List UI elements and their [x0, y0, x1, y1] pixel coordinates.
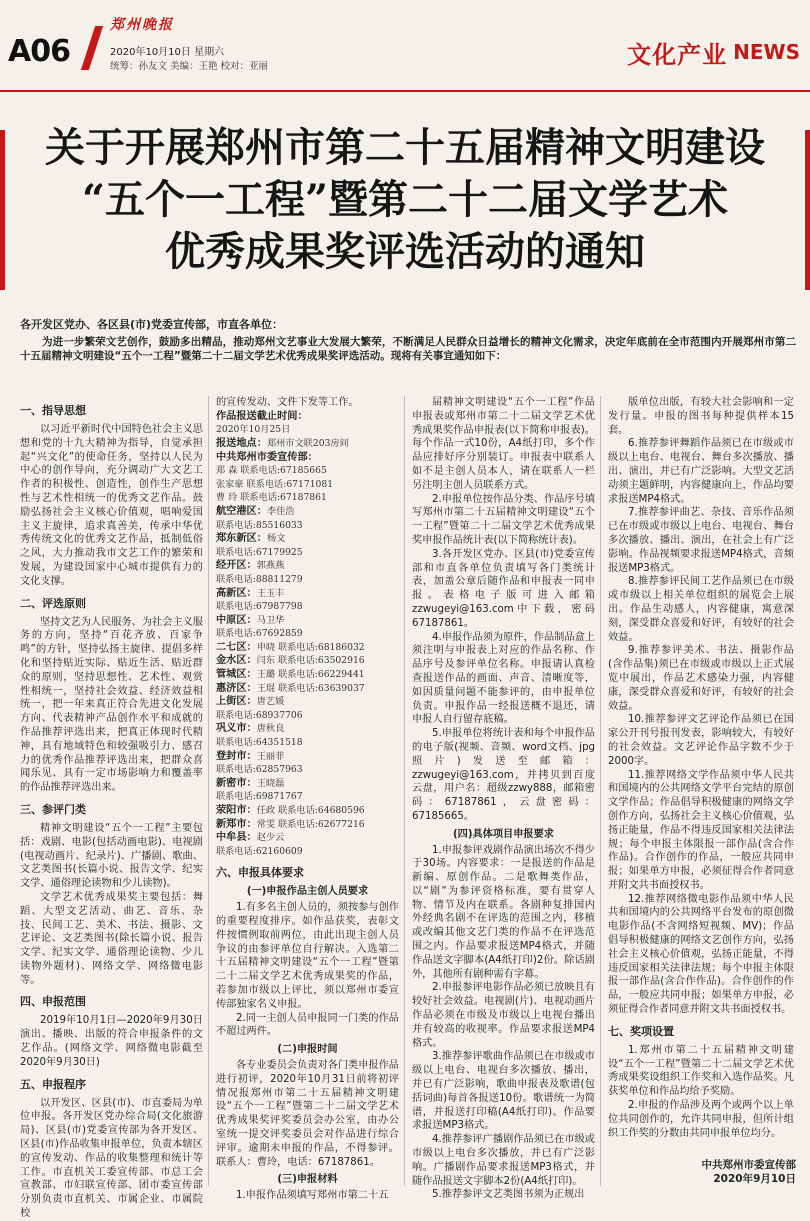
page-number: A06 [8, 34, 70, 69]
contact-value: 赵少云 [256, 832, 285, 844]
paragraph: 1.申报作品须填写郑州市第二十五 [236, 1190, 389, 1202]
contact-row [216, 491, 399, 505]
contact-label: 巩义市： [216, 723, 257, 735]
section-heading: 一、指导思想 [20, 404, 86, 417]
contact-row [216, 682, 399, 696]
contact-value: 联系电话:85516033 [216, 519, 303, 531]
paragraph: 1.申报参评戏剧作品演出场次不得少于30场。内容要求：一是报送的作品是新编、原创作品。二是歌舞类作品，以“剧”为参评资格标准，要有贯穿人物、情节及内在联系。各剧种复排国内外经典名剧不在评选的范围之内，移植或改编其他文艺门类的作品不在评选范围之内。作品要求报送MP4格式，并随作品送文字脚本(A4纸打印)2份。除话剧外，其他所有剧种需有字幕。 [412, 844, 595, 980]
contact-value: 杨文 [266, 533, 286, 545]
contact-value: 联系电话:64351518 [216, 737, 303, 749]
contact-row [216, 532, 399, 546]
article-body [20, 396, 796, 1220]
subsection-heading: (三)申报材料 [277, 1174, 338, 1186]
signature-block [702, 1158, 797, 1186]
contact-row [216, 546, 399, 560]
contact-value: 联系电话:62857963 [216, 764, 303, 776]
contact-row [216, 600, 399, 614]
paragraph: 以开发区、区县(市)、市直委局为单位申报。各开发区党办综合局(文化旅游局)、区县(市)党委宣传部为各开发区、区县(市)作品收集申报单位，负责本辖区的宣传发动、作品的收集整理和统计等工作。市直机关工委宣传部、市总工会宣教部、市妇联宣传部、团市委宣传部分别负责市直机关、市属企业、市属院校 [20, 1097, 203, 1220]
paragraph: 版单位出版，有较大社会影响和一定发行量。申报的图书每种提供样本15套。 [608, 397, 794, 436]
contact-row [216, 573, 399, 587]
paragraph: 以习近平新时代中国特色社会主义思想和党的十九大精神为指导，自觉承担起“兴文化”的使命任务，坚持以人民为中心的创作导向，充分调动广大文艺工作者的积极性、创造性，创作生产思想性与艺术性相统一的优秀文艺作品。鼓励弘扬社会主义核心价值观，唱响爱国主义主旋律，追求真善美，传承中华优秀传统文化的优秀文艺作品，抵制低俗之风，大力推动我市文艺工作的繁荣和发展，为建设国家中心城市提供有力的文化支撑。 [20, 424, 203, 587]
section-heading: 五、申报程序 [20, 1077, 86, 1091]
section-label [627, 32, 800, 72]
paragraph: 2.申报单位按作品分类、作品序号填写郑州市第二十五届精神文明建设“五个一工程”暨第二十二届文学艺术优秀成果奖申报作品统计表(以下简称统计表)。 [412, 493, 595, 546]
title-line: 优秀成果奖评选活动的通知 [165, 228, 645, 275]
contact-value: 闫东 联系电话:63502916 [256, 655, 365, 667]
paragraph: 3.推荐参评歌曲作品须已在市级或市级以上电台、电视台多次播放、播出，并已有广泛影响，歌曲申报表及歌谱(包括词曲)每首各报送10份。歌谱统一为简谱，并报送打印稿(A4纸打印)。作品要求报送MP3格式。 [412, 1051, 595, 1132]
page-header [0, 0, 810, 95]
contact-value: 唐艺媛 [256, 696, 285, 708]
contact-row [216, 818, 399, 832]
contact-value: 曹 玲 联系电话:67187861 [216, 492, 327, 504]
greeting: 各开发区党办、各区县(市)党委宣传部，市直各单位： [20, 318, 284, 331]
contact-value: 王玉丰 [256, 587, 285, 599]
signature-org: 中共郑州市委宣传部 [701, 1159, 796, 1171]
contact-label: 中牟县： [216, 832, 257, 844]
address-label: 报送地点： [216, 437, 267, 449]
title-line: 关于开展郑州市第二十五届精神文明建设 [45, 124, 765, 171]
paragraph: 10.推荐参评文艺评论作品须已在国家公开刊号报刊发表，影响较大，有较好的社会效益。文艺评论作品字数不少于2000字。 [608, 714, 794, 767]
contact-row [216, 709, 399, 723]
header-rule [0, 90, 810, 92]
contact-label: 上街区： [216, 696, 257, 708]
contact-row [216, 763, 399, 777]
paragraph: 5.申报单位将统计表和每个申报作品的电子版(视频、音频、word文档、jpg照片)发送至邮箱：zzwugeyi@163.com，并拷贝到百度云盘，用户名：超级zzwy888，邮箱密码：67187861，云盘密码：67185665。 [412, 728, 595, 822]
contact-row [216, 695, 399, 709]
contact-label: 荥阳市： [216, 805, 257, 817]
contact-label: 惠济区： [216, 682, 257, 694]
article-title [0, 122, 810, 278]
paragraph: 的宣传发动、文件下发等工作。 [216, 397, 359, 408]
title-line: “五个一工程”暨第二十二届文学艺术 [81, 176, 728, 223]
contact-label: 郑东新区： [216, 533, 267, 545]
contact-row [216, 668, 399, 682]
contact-row [216, 587, 399, 601]
contact-value: 郭燕燕 [256, 560, 285, 572]
paragraph: 6.推荐参评舞蹈作品须已在市级或市级以上电台、电视台、舞台多次播放、播出、演出，并已有广泛影响。大型文艺活动须主题鲜明，内容健康向上，作品均要求报送MP4格式。 [608, 438, 794, 505]
contact-label: 金水区： [216, 655, 257, 667]
paragraph: 12.推荐网络微电影作品须中华人民共和国境内的公共网络平台发布的原创微电影作品(不含网络短视频、MV)；作品倡导积极健康的网络文艺创作方向，弘扬社会主义核心价值观，弘扬正能量，不得违反国家相关法律法规；每个申报主体限报一部作品(含合作作品)。合作创作的作品，一般应共同申报；如果单方申报，必须征得合作者同意并附文共书面授权书。 [608, 893, 794, 1016]
contact-row [216, 464, 399, 478]
contact-value: 联系电话:69871767 [216, 791, 303, 803]
paragraph: 2.申报的作品涉及两个或两个以上单位共同创作的，允许共同申报，但所计组织工作奖的分数由共同申报单位均分。 [608, 1100, 794, 1139]
section-name-cn: 文化产业 [627, 40, 728, 69]
paragraph: 7.推荐参评曲艺、杂技、音乐作品须已在市级或市级以上电台、电视台、舞台多次播放、播出、演出，在社会上有广泛影响。作品视频要求报送MP4格式，音频报送MP3格式。 [608, 507, 794, 574]
contact-row [216, 614, 399, 628]
contact-label: 经开区： [216, 560, 257, 572]
section-heading: 二、评选原则 [20, 596, 86, 610]
paragraph: 精神文明建设“五个一工程”主要包括：戏剧、电影(包括动画电影)、电视剧(电视动画片、纪录片)、广播剧、歌曲、文艺类图书(长篇小说、报告文学、纪实文学、通俗理论读物和少儿读物)。 [20, 822, 203, 890]
paragraph: 3.各开发区党办、区县(市)党委宣传部和市直各单位负责填写各门类统计表，加盖公章后随作品和申报表一同申报。表格电子版可进入邮箱zzwugeyi@163.com中下载，密码67187861。 [412, 548, 595, 629]
subsection-heading: (四)具体项目申报要求 [453, 828, 554, 840]
contact-label: 中原区： [216, 614, 257, 626]
deadline-value: 2020年10月25日 [216, 424, 291, 436]
contact-row [216, 831, 399, 845]
section-heading: 三、参评门类 [20, 802, 86, 816]
contact-value: 申晓 联系电话:68186032 [256, 641, 365, 653]
contact-label: 登封市： [216, 750, 257, 762]
section-heading: 六、申报具体要求 [216, 866, 304, 880]
masthead-logo: 郑州晚报 [110, 17, 174, 33]
paragraph: 2019年10月1日—2020年9月30日演出、播映、出版的符合申报条件的文艺作品。(网络文学、网络微电影截至2020年9月30日) [20, 1015, 203, 1068]
contact-value: 王琨 联系电话:63639037 [256, 682, 365, 694]
issue-date: 2020年10月10日 星期六 [110, 47, 225, 58]
contact-row [216, 654, 399, 668]
contact-value: 张家豪 联系电话:67171081 [216, 478, 334, 490]
contact-label: 新郑市： [216, 818, 257, 830]
paragraph: 5.推荐参评文艺类图书须为正规出 [432, 1189, 585, 1201]
contact-value: 联系电话:67179925 [216, 546, 303, 558]
column-3 [412, 396, 595, 1201]
paragraph: 1.郑州市第二十五届精神文明建设“五个一工程”暨第二十二届文学艺术优秀成果奖设组织工作奖和入选作品奖。凡获奖单位和作品均给予奖励。 [608, 1044, 794, 1098]
contact-row [216, 627, 399, 641]
contact-value: 李佳浩 [266, 505, 295, 517]
column-1 [20, 396, 203, 1220]
contact-row [216, 641, 399, 655]
contact-value: 联系电话:88811279 [216, 573, 303, 585]
paragraph: 文学艺术优秀成果奖主要包括：舞蹈、大型文艺活动、曲艺、音乐、杂技、民间工艺、美术、书法、摄影、文艺评论、文艺类图书(除长篇小说、报告文学、纪实文学、通俗理论读物、少儿读物外题材)、网络文学、网络微电影等。 [20, 891, 203, 986]
paragraph: 4.推荐参评广播剧作品须已在市级或市级以上电台多次播放，并已有广泛影响。广播剧作品要求报送MP3格式，并随作品报送文字脚本2份(A4纸打印)。 [412, 1134, 595, 1187]
paragraph: 届精神文明建设“五个一工程”作品申报表或郑州市第二十二届文学艺术优秀成果奖作品申报表(以下简称申报表)。每个作品一式10份，A4纸打印，多个作品应排好序分别装订。申报表中联系人如不是主创人员本人，请在联系人一栏另注明主创人员联系方式。 [412, 397, 595, 491]
contact-value: 郑 森 联系电话:67185665 [216, 465, 327, 477]
paragraph: 9.推荐参评美术、书法、摄影作品(含作品集)须已在市级或市级以上正式展览中展出，作品艺术感染力强，内容健康，深受群众喜爱和好评，有较好的社会效益。 [608, 645, 794, 712]
subsection-heading: (一)申报作品主创人员要求 [246, 886, 369, 898]
contact-label: 高新区： [216, 587, 257, 599]
contact-label: 二七区： [216, 641, 257, 653]
contact-row [216, 736, 399, 750]
paragraph: 各专业委员会负责对各门类申报作品进行初评，2020年10月31日前将初评情况报郑州市第二十五届精神文明建设“五个一工程”暨第二十二届文学艺术优秀成果奖评奖委员会办公室，由办公室统一提交评奖委员会对作品进行综合评审。逾期未申报的作品，不得参评。联系人：曹玲，电话：67187861。 [216, 1059, 399, 1168]
paragraph: 2.同一主创人员申报同一门类的作品不超过两件。 [216, 1012, 399, 1038]
contact-value: 王璐 联系电话:66229441 [256, 669, 365, 681]
contact-row [216, 750, 399, 764]
paragraph: 4.申报作品须为原件，作品制品盒上须注明与申报表上对应的作品名称、作品序号及参评单位名称。申报请认真检查报送作品的画面、声音、清晰度等，如因质量问题不能参评的，由申报单位负责。申报作品一经报送概不退还，请申报人自行留存底稿。 [412, 631, 595, 726]
contact-value: 常雯 联系电话:62677216 [256, 818, 365, 830]
contact-value: 任政 联系电话:64680596 [256, 805, 365, 817]
contact-row [216, 451, 399, 465]
section-name-en: NEWS [733, 40, 800, 64]
subsection-heading: (二)申报时间 [277, 1044, 338, 1056]
signature-date: 2020年9月10日 [713, 1173, 796, 1185]
contact-value: 唐秋良 [256, 723, 285, 735]
paragraph: 11.推荐网络文学作品须中华人民共和国境内的公共网络文学平台完结的原创文学作品；作品倡导积极健康的网络文学创作方向，弘扬社会主义核心价值观，弘扬正能量，作品不得违反国家相关法律法规；每个申报主体限报一部作品(含合作作品)。合作创作的作品，一般应共同申报；如果单方申报，必须征得合作者同意并附文共书面授权书。 [608, 769, 794, 891]
contact-row [216, 519, 399, 533]
paragraph: 1.有多名主创人员的，须按参与创作的重要程度排序。如作品获奖，表彰文件按惯例取前两位，由此出现主创人员争议的由参评单位自行解决。入选第二十五届精神文明建设“五个一工程”暨第二十二届文学艺术优秀成果奖的作品，若参加市级以上评比，须以郑州市委宣传部独家名义申报。 [216, 902, 399, 1010]
contact-label: 航空港区： [216, 505, 267, 517]
contact-row [216, 777, 399, 791]
contact-label: 中共郑州市委宣传部： [216, 451, 318, 463]
contact-value: 联系电话:67692859 [216, 628, 303, 640]
contact-value: 王丽菲 [256, 750, 285, 762]
contact-row [216, 845, 399, 859]
contact-row [216, 559, 399, 573]
paragraph: 2.申报参评电影作品必须已放映且有较好社会效益。电视剧(片)、电视动画片作品必须在市级及市级以上电视台播出并有较高的收视率。作品要求报送MP4格式。 [412, 982, 595, 1049]
contact-value: 王晓磊 [256, 777, 285, 789]
intro-paragraph: 为进一步繁荣文艺创作，鼓励多出精品，推动郑州文艺事业大发展大繁荣，不断满足人民群众日益增长的精神文化需求，决定年底前在全市范围内开展郑州市第二十五届精神文明建设“五个一工程”暨第二十二届文学艺术优秀成果奖评选活动。现将有关事宜通知如下： [20, 336, 796, 362]
contact-list [216, 410, 399, 859]
contact-label: 新密市： [216, 777, 257, 789]
address-value: 郑州市文联203房间 [266, 437, 349, 449]
column-4 [608, 396, 794, 1186]
section-heading: 七、奖项设置 [608, 1024, 674, 1038]
editor-credits: 统筹：孙友文 美编：王艳 校对：亚丽 [110, 61, 269, 72]
red-slash-decoration [81, 26, 103, 70]
contact-row [216, 722, 399, 736]
contact-label: 管城区： [216, 669, 257, 681]
paragraph: 8.推荐参评民间工艺作品须已在市级或市级以上相关单位组织的展览会上展出。作品生动感人，内容健康，寓意深刻，深受群众喜爱和好评，有较好的社会效益。 [608, 576, 794, 643]
contact-row [216, 478, 399, 492]
contact-value: 马卫华 [256, 614, 285, 626]
contact-value: 联系电话:68937706 [216, 709, 303, 721]
column-2 [216, 396, 399, 1202]
deadline-label: 作品报送截止时间： [216, 410, 308, 422]
contact-value: 联系电话:67987798 [216, 601, 303, 613]
contact-value: 联系电话:62160609 [216, 845, 303, 857]
contact-row [216, 790, 399, 804]
paragraph: 坚持文艺为人民服务、为社会主义服务的方向，坚持“百花齐放、百家争鸣”的方针，坚持弘扬主旋律、提倡多样化和坚持贴近实际、贴近生活、贴近群众的原则，坚持思想性、艺术性、观赏性相统一，坚持社会效益、经济效益相统一，把一年来真正符合先进文化发展方向、代表精神产品创作水平和成就的作品推荐评选出来，把真正体现时代精神，具有地域特色和较强吸引力、感召力的优秀作品推荐评选出来，把群众喜闻乐见、具有一定市场影响力和覆盖率的作品推荐评选出来。 [20, 616, 203, 794]
section-heading: 四、申报范围 [20, 995, 86, 1009]
contact-row [216, 804, 399, 818]
contact-row [216, 505, 399, 519]
